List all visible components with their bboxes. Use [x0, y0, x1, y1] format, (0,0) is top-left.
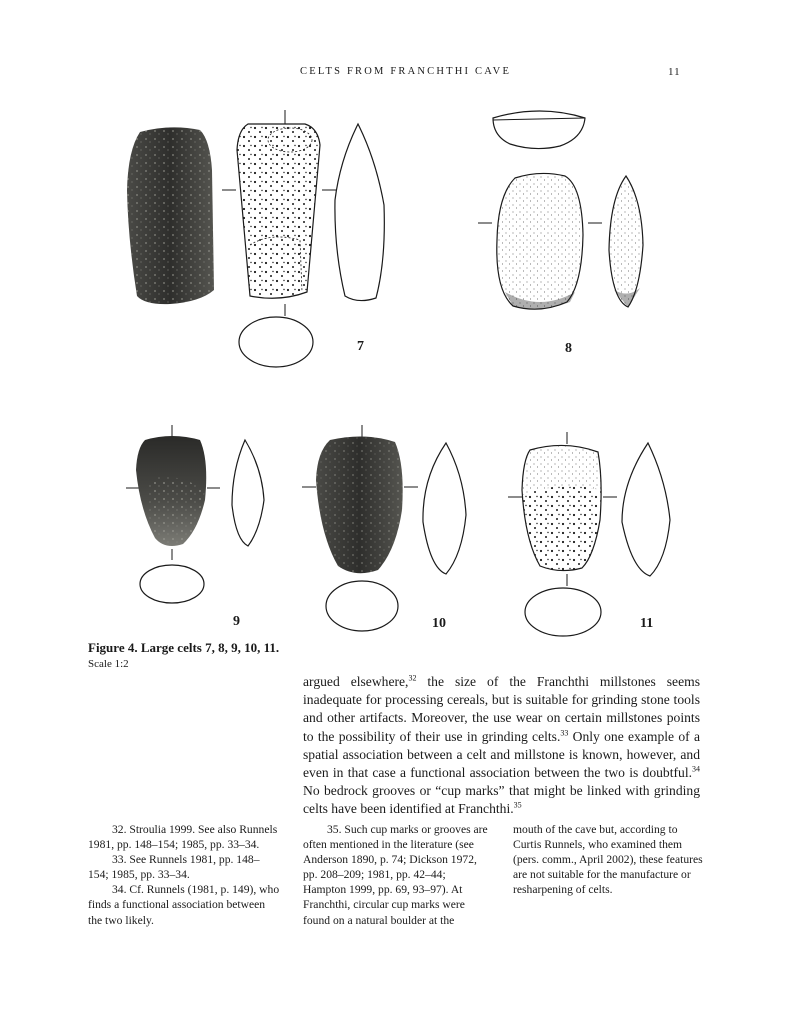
page-number: 11	[668, 66, 681, 78]
footnote-33: 33. See Runnels 1981, pp. 148–154; 1985, pp. 33–34.	[88, 853, 260, 882]
footnote-ref-33[interactable]: 33	[560, 728, 569, 738]
footnote-35: 35. Such cup marks or grooves are often mentioned in the literature (see Anderson 1890, p. 74; Dickson 1972, pp. 208–209; 1981, pp. 42–44; Hampton 1999, pp. 69, 93–97). At Franchthi, circular cup marks were found on a natural boulder at the	[303, 823, 488, 927]
celt-10-drawing	[423, 443, 466, 574]
celt-7-drawing	[222, 110, 384, 367]
footnote-ref-35[interactable]: 35	[513, 800, 522, 810]
body-paragraph	[303, 673, 700, 819]
body-text-segment: the size of the Franchthi millstones seems inadequate for processing cereals, but is suitable for grinding stone tools and other artifacts. Moreover, the use wear on certain millstones points to the possibility of their use in grinding celts.	[303, 674, 700, 744]
figure-number-9: 9	[233, 614, 240, 629]
body-text-segment: argued elsewhere,	[303, 674, 409, 689]
figure-number-8: 8	[565, 341, 572, 356]
footnote-32: 32. Stroulia 1999. See also Runnels 1981, pp. 148–154; 1985, pp. 33–34.	[88, 823, 278, 852]
footnotes-column-3	[513, 822, 703, 897]
celt-9-drawing	[232, 440, 264, 546]
footnote-ref-32[interactable]: 32	[408, 673, 417, 683]
figure-number-7: 7	[357, 339, 364, 354]
footnotes-column-1	[88, 822, 280, 928]
footnotes-column-2	[303, 822, 491, 928]
celt-10-photo	[302, 425, 418, 631]
footnote-34: 34. Cf. Runnels (1981, p. 149), who finds a functional association between the two likely.	[88, 883, 280, 927]
figure-caption-scale: Scale 1:2	[88, 658, 129, 670]
figure-caption-title: Figure 4. Large celts 7, 8, 9, 10, 11.	[88, 640, 280, 655]
footnote-ref-34[interactable]: 34	[692, 764, 700, 774]
running-head-title: CELTS FROM FRANCHTHI CAVE	[300, 66, 512, 77]
celt-7-photo	[127, 127, 214, 304]
figure-number-11: 11	[640, 616, 654, 631]
footnote-35-continued: mouth of the cave but, according to Curtis Runnels, who examined them (pers. comm., April 2002), these features are not suitable for the manufacture or resharpening of celts.	[513, 823, 703, 897]
celt-8-drawing	[478, 111, 643, 309]
celt-9-photo	[126, 425, 220, 603]
body-text-segment: Only one example of a spatial association between a celt and millstone is known, however, and even in that case a functional association between the two is doubtful.	[303, 728, 700, 781]
figure-number-10: 10	[432, 616, 446, 631]
body-text-segment: No bedrock grooves or “cup marks” that might be linked with grinding celts have been identified at Franchthi.	[303, 783, 700, 817]
celt-11-drawing	[508, 432, 670, 636]
